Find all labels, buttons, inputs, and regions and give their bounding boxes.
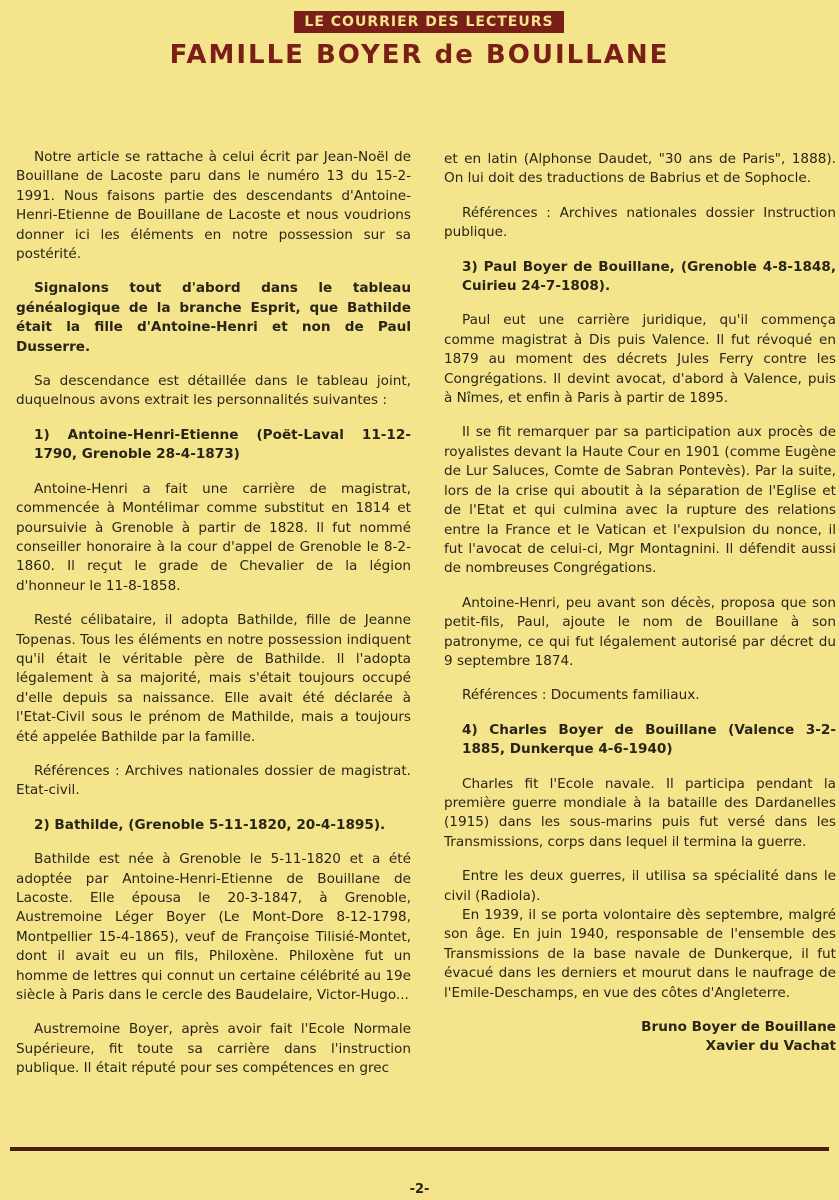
page-number: -2- [409, 1182, 430, 1197]
article-title: FAMILLE BOYER de BOUILLANE [169, 40, 670, 70]
references: Références : Archives nationales dossier de magistrat. Etat-civil. [16, 762, 411, 799]
paragraph: Antoine-Henri, peu avant son décès, proposa que son petit-fils, Paul, ajoute le nom de Bouillane à son patronyme, ce qui fut légalement autorisé par décret du 9 septembre 1874. [444, 594, 836, 669]
paragraph: Notre article se rattache à celui écrit par Jean-Noël de Bouillane de Lacoste paru dans le numéro 13 du 15-2-1991. Nous faisons partie des descendants d'Antoine-Henri-Etienne de Bouillane de Lacoste et nous voudrions donner ici les éléments en notre possession sur sa postérité. [16, 149, 411, 263]
paragraph: Antoine-Henri a fait une carrière de magistrat, commencée à Montélimar comme substitut en 1814 et poursuivie à Grenoble à partir de 1828. Il fut nommé conseiller honoraire à la cour d'appel de Grenoble le 8-2-1860. Il reçut le grade de Chevalier de la légion d'honneur le 11-8-1858. [16, 480, 411, 594]
paragraph: Sa descendance est détaillée dans le tableau joint, duquelnous avons extrait les personnalités suivantes : [16, 373, 411, 409]
signature-author-2: Xavier du Vachat [705, 1038, 836, 1055]
paragraph: Signalons tout d'abord dans le tableau généalogique de la branche Esprit, que Bathilde était la fille d'Antoine-Henri et non de Paul Dusserre. [16, 280, 411, 355]
left-column [16, 148, 411, 1094]
paragraph: Paul eut une carrière juridique, qu'il commença comme magistrat à Dis puis Valence. Il fut révoqué en 1879 au moment des décrets Jules Ferry contre les Congrégations. Il devint avocat, d'abord à Valence, puis à Nîmes, et enfin à Paris à partir de 1895. [444, 312, 836, 407]
paragraph: et en latin (Alphonse Daudet, "30 ans de Paris", 1888). On lui doit des traductions de Babrius et de Sophocle. [444, 151, 836, 187]
signature-author-1: Bruno Boyer de Bouillane [641, 1019, 836, 1036]
paragraph: Bathilde est née à Grenoble le 5-11-1820 et a été adoptée par Antoine-Henri-Etienne de Bouillane de Lacoste. Elle épousa le 20-3-1847, à Grenoble, Austremoine Léger Boyer (Le Mont-Dore 8-12-1798, Montpellier 15-4-1865), veuf de Françoise Tilisié-Montet, dont il avait eu un fils, Philoxène. Philoxène fut un homme de lettres qui connut un certaine célébrité au 19e siècle à Paris dans le cercle des Baudelaire, Victor-Hugo... [16, 851, 411, 1004]
references: Références : Documents familiaux. [462, 687, 700, 704]
paragraph: Il se fit remarquer par sa participation aux procès de royalistes devant la Haute Cour en 1901 (comme Eugène de Lur Saluces, Comte de Sabran Pontevès). Par la suite, lors de la crise qui aboutit à la séparation de l'Eglise et de l'Etat et qui culmina avec la rupture des relations entre la France et le Vatican et l'expulsion du nonce, il fut l'avocat de celui-ci, Mgr Montagnini. Il défendit aussi de nombreuses Congrégations. [444, 424, 836, 577]
paragraph: Resté célibataire, il adopta Bathilde, fille de Jeanne Topenas. Tous les éléments en notre possession indiquent qu'il était le véritable père de Bathilde. Il l'adopta légalement à sa majorité, mais s'était toujours occupé d'elle depuis sa naissance. Elle avait été déclarée à l'Etat-Civil sous le prénom de Mathilde, mais a toujours été appelée Bathilde par la famille. [16, 612, 411, 745]
paragraph: Entre les deux guerres, il utilisa sa spécialité dans le civil (Radiola). [444, 868, 836, 904]
footer-rule [10, 1147, 829, 1151]
paragraph: En 1939, il se porta volontaire dès septembre, malgré son âge. En juin 1940, responsable de l'ensemble des Transmissions de la base navale de Dunkerque, il fut évacué dans les derniers et mourut dans le naufrage de l'Emile-Deschamps, en vue des côtes d'Angleterre. [444, 907, 836, 1001]
signature [444, 1018, 836, 1056]
paragraph: Austremoine Boyer, après avoir fait l'Ecole Normale Supérieure, fit toute sa carrière dans l'instruction publique. Il était réputé pour ses compétences en grec [16, 1021, 411, 1077]
right-column [444, 150, 836, 1056]
section-heading: 3) Paul Boyer de Bouillane, (Grenoble 4-8-1848, Cuirieu 24-7-1808). [462, 258, 836, 295]
paragraph: Charles fit l'Ecole navale. Il participa pendant la première guerre mondiale à la bataille des Dardanelles (1915) dans les sous-marins puis fut versé dans les Transmissions, corps dans lequel il termina la guerre. [444, 775, 836, 850]
section-rubric: LE COURRIER DES LECTEURS [294, 11, 564, 33]
references: Références : Archives nationales dossier Instruction publique. [444, 204, 836, 241]
section-heading: 2) Bathilde, (Grenoble 5-11-1820, 20-4-1895). [34, 816, 386, 833]
section-heading: 1) Antoine-Henri-Etienne (Poët-Laval 11-12-1790, Grenoble 28-4-1873) [34, 426, 411, 463]
section-heading: 4) Charles Boyer de Bouillane (Valence 3-2-1885, Dunkerque 4-6-1940) [462, 721, 836, 758]
